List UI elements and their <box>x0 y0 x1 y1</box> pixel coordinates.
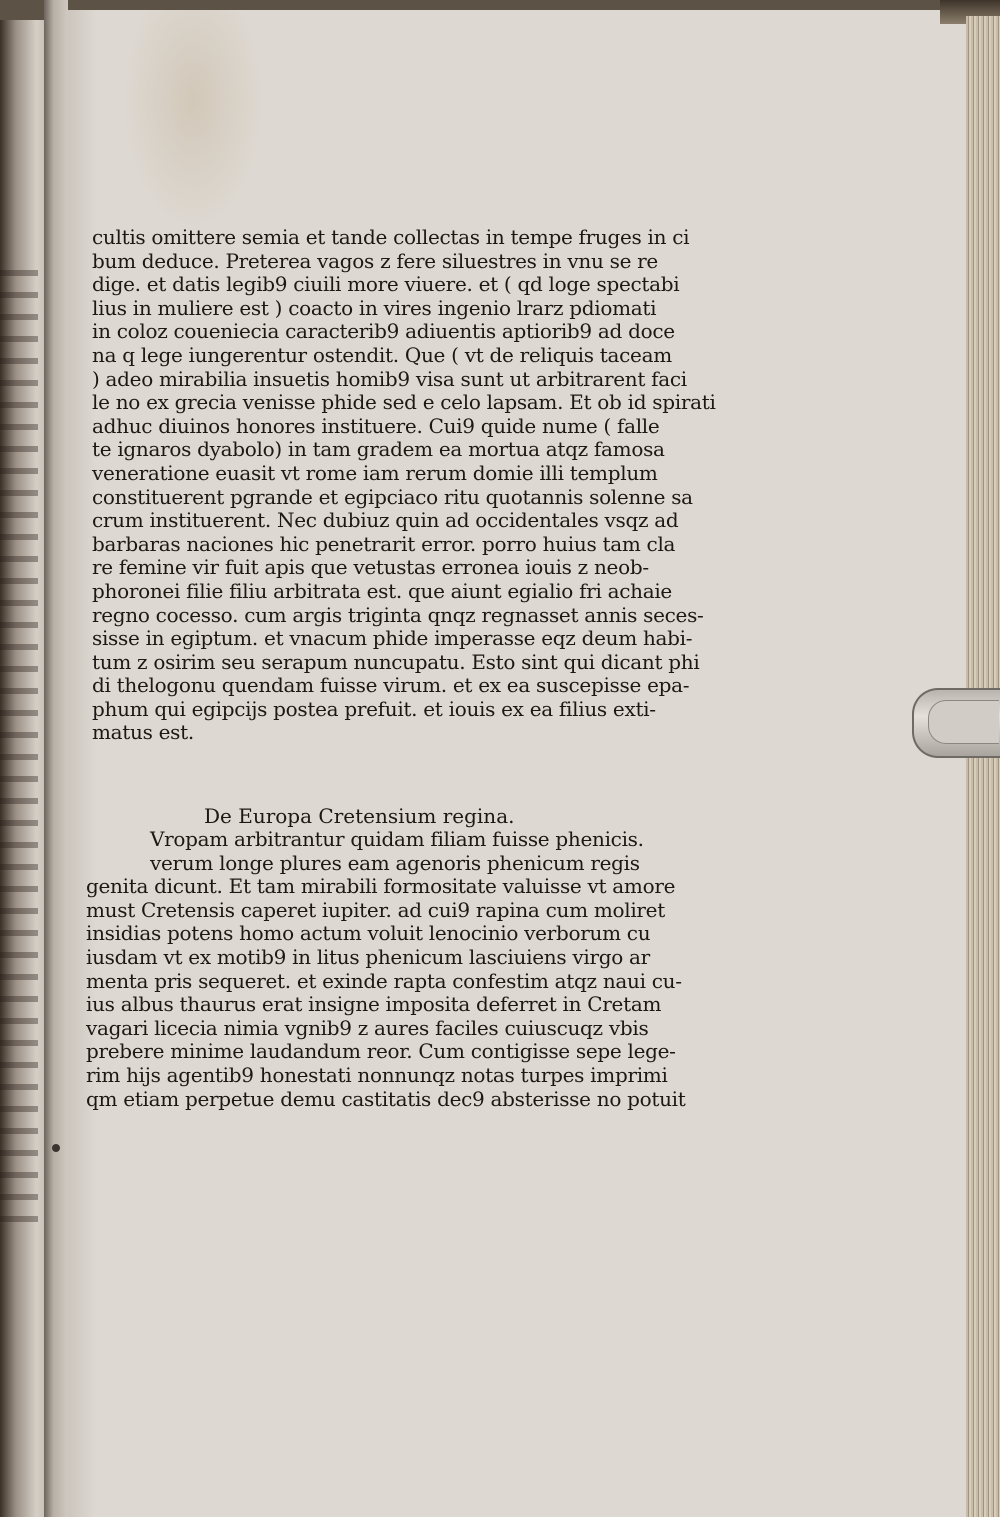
text-line: tum z osirim seu serapum nuncupatu. Esto sint qui dicant phi <box>92 649 700 674</box>
section-heading: De Europa Cretensium regina. <box>204 804 515 828</box>
text-line: genita dicunt. Et tam mirabili formositate valuisse vt amore <box>86 874 676 899</box>
text-line: te ignaros dyabolo) in tam gradem ea mortua atqz famosa <box>92 437 665 462</box>
text-line: veneratione euasit vt rome iam rerum domie illi templum <box>92 460 658 485</box>
text-line: le no ex grecia venisse phide sed e celo lapsam. Et ob id spirati <box>92 390 716 415</box>
text-line: regno cocesso. cum argis triginta qnqz regnasset annis seces- <box>92 602 704 627</box>
page-fore-edge <box>966 16 1000 1517</box>
text-line: constituerent pgrande et egipciaco ritu quotannis solenne sa <box>92 484 693 509</box>
text-line: insidias potens homo actum voluit lenocinio verborum cu <box>86 921 651 946</box>
text-block-upper <box>92 225 716 745</box>
text-line: phoronei filie filiu arbitrata est. que aiunt egialio fri achaie <box>92 578 672 603</box>
clasp-inner <box>928 700 999 744</box>
text-line: lius in muliere est ) coacto in vires ingenio lrarz pdiomati <box>92 295 657 320</box>
text-block-lower <box>86 828 686 1111</box>
text-line: iusdam vt ex motib9 in litus phenicum lasciuiens virgo ar <box>86 944 650 969</box>
text-line: rim hijs agentib9 honestati nonnunqz notas turpes imprimi <box>86 1062 668 1087</box>
text-line: qm etiam perpetue demu castitatis dec9 absterisse no potuit <box>86 1086 686 1111</box>
text-line: menta pris sequeret. et exinde rapta confestim atqz naui cu- <box>86 968 682 993</box>
text-line: vagari licecia nimia vgnib9 z aures faciles cuiuscuqz vbis <box>86 1015 649 1040</box>
text-line: re femine vir fuit apis que vetustas erronea iouis z neob- <box>92 555 649 580</box>
binding-gutter <box>44 0 68 1517</box>
text-line: adhuc diuinos honores instituere. Cui9 quide nume ( falle <box>92 413 660 438</box>
text-line: sisse in egiptum. et vnacum phide imperasse eqz deum habi- <box>92 626 693 651</box>
text-line: phum qui egipcijs postea prefuit. et iouis ex ea filius exti- <box>92 696 656 721</box>
text-line: must Cretensis caperet iupiter. ad cui9 rapina cum moliret <box>86 897 665 922</box>
text-line: di thelogonu quendam fuisse virum. et ex ea suscepisse epa- <box>92 673 690 698</box>
text-line: dige. et datis legib9 ciuili more viuere. et ( qd loge spectabi <box>92 272 680 297</box>
text-line: ) adeo mirabilia insuetis homib9 visa sunt ut arbitrarent faci <box>92 366 687 391</box>
text-line: cultis omittere semia et tande collectas in tempe fruges in ci <box>92 225 690 249</box>
text-line: matus est. <box>92 720 194 745</box>
text-line: barbaras naciones hic penetrarit error. porro huius tam cla <box>92 531 676 556</box>
clasp-icon <box>912 688 1000 758</box>
ink-mark <box>52 1144 60 1152</box>
text-line: in coloz coueniecia caracterib9 adiuentis aptiorib9 ad doce <box>92 319 675 344</box>
facing-page-text-fragment <box>0 270 38 1230</box>
text-line: prebere minime laudandum reor. Cum contigisse sepe lege- <box>86 1039 676 1064</box>
text-line: ius albus thaurus erat insigne imposita deferret in Cretam <box>86 992 662 1017</box>
text-line: na q lege iungerentur ostendit. Que ( vt de reliquis taceam <box>92 342 672 367</box>
text-line: Vropam arbitrantur quidam filiam fuisse phenicis. <box>150 827 644 851</box>
text-line: verum longe plures eam agenoris phenicum regis <box>150 850 640 875</box>
text-line: crum instituerent. Nec dubiuz quin ad occidentales vsqz ad <box>92 508 679 533</box>
text-line: bum deduce. Preterea vagos z fere siluestres in vnu se re <box>92 248 658 273</box>
